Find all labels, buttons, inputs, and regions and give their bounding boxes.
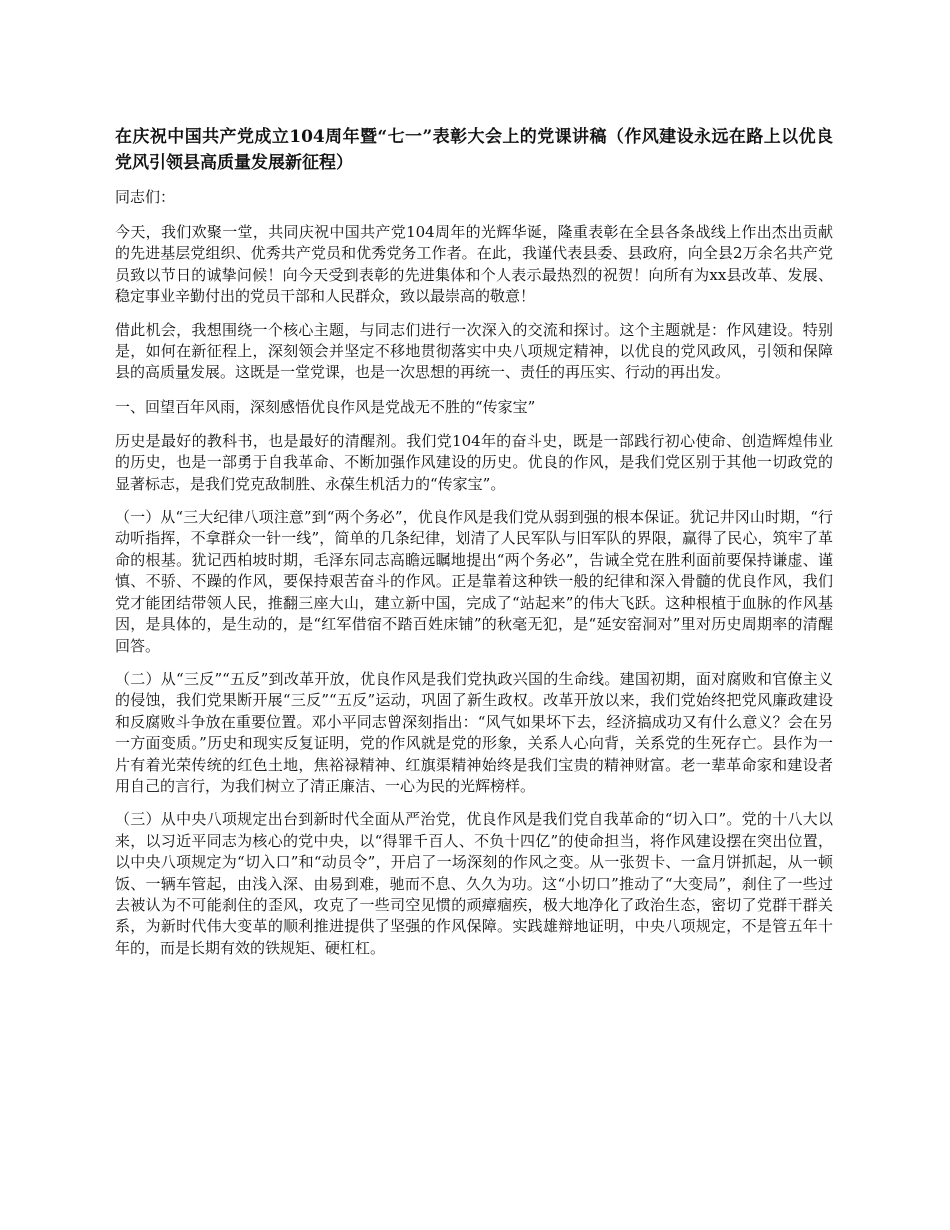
paragraph-point-two: （二）从“三反”“五反”到改革开放，优良作风是我们党执政兴国的生命线。建国初期，面对腐败和官僚主义的侵蚀，我们党果断开展“三反”“五反”运动，巩固了新生政权。改革开放以来，我们党始终把党风廉政建设和反腐败斗争放在重要位置。邓小平同志曾深刻指出：“风气如果坏下去，经济搞成功又有什么意义？会在另一方面变质。”历史和现实反复证明，党的作风就是党的形象，关系人心向背，关系党的生死存亡。县作为一片有着光荣传统的红色土地，焦裕禄精神、红旗渠精神始终是我们宝贵的精神财富。老一辈革命家和建设者用自己的言行，为我们树立了清正廉洁、一心为民的光辉榜样。 (115, 669, 833, 795)
paragraph-history: 历史是最好的教科书，也是最好的清醒剂。我们党104年的奋斗史，既是一部践行初心使命、创造辉煌伟业的历史，也是一部勇于自我革命、不断加强作风建设的历史。优良的作风，是我们党区别于其他一切政党的显著标志，是我们党克敌制胜、永葆生机活力的“传家宝”。 (115, 431, 833, 493)
document-page (115, 124, 833, 971)
paragraph-point-three: （三）从中央八项规定出台到新时代全面从严治党，优良作风是我们党自我革命的“切入口”。党的十八大以来，以习近平同志为核心的党中央，以“得罪千百人、不负十四亿”的使命担当，将作风建设摆在突出位置，以中央八项规定为“切入口”和“动员令”，开启了一场深刻的作风之变。从一张贺卡、一盒月饼抓起，从一顿饭、一辆车管起，由浅入深、由易到难，驰而不息、久久为功。这“小切口”推动了“大变局”，刹住了一些过去被认为不可能刹住的歪风，攻克了一些司空见惯的顽瘴痼疾，极大地净化了政治生态，密切了党群干群关系，为新时代伟大变革的顺利推进提供了坚强的作风保障。实践雄辩地证明，中央八项规定，不是管五年十年的，而是长期有效的铁规矩、硬杠杠。 (115, 810, 833, 957)
paragraph-intro: 今天，我们欢聚一堂，共同庆祝中国共产党104周年的光辉华诞，隆重表彰在全县各条战线上作出杰出贡献的先进基层党组织、优秀共产党员和优秀党务工作者。在此，我谨代表县委、县政府，向全县2万余名共产党员致以节日的诚挚问候！向今天受到表彰的先进集体和个人表示最热烈的祝贺！向所有为xx县改革、发展、稳定事业辛勤付出的党员干部和人民群众，致以最崇高的敬意！ (115, 223, 833, 306)
section-heading: 一、回望百年风雨，深刻感悟优良作风是党战无不胜的“传家宝” (115, 397, 536, 416)
document-title: 在庆祝中国共产党成立104周年暨“七一”表彰大会上的党课讲稿（作风建设永远在路上以优良党风引领县高质量发展新征程） (115, 127, 833, 173)
paragraph-point-one: （一）从“三大纪律八项注意”到“两个务必”，优良作风是我们党从弱到强的根本保证。犹记井冈山时期，“行动听指挥，不拿群众一针一线”，简单的几条纪律，划清了人民军队与旧军队的界限，赢得了民心，筑牢了革命的根基。犹记西柏坡时期，毛泽东同志高瞻远瞩地提出“两个务必”，告诫全党在胜利面前要保持谦虚、谨慎、不骄、不躁的作风，要保持艰苦奋斗的作风。正是靠着这种铁一般的纪律和深入骨髓的优良作风，我们党才能团结带领人民，推翻三座大山，建立新中国，完成了“站起来”的伟大飞跃。这种根植于血脉的作风基因，是具体的，是生动的，是“红军借宿不踏百姓床铺”的秋毫无犯，是“延安窑洞对”里对历史周期率的清醒回答。 (115, 508, 833, 655)
paragraph-theme: 借此机会，我想围绕一个核心主题，与同志们进行一次深入的交流和探讨。这个主题就是：作风建设。特别是，如何在新征程上，深刻领会并坚定不移地贯彻落实中央八项规定精神，以优良的党风政风，引领和保障县的高质量发展。这既是一堂党课，也是一次思想的再统一、责任的再压实、行动的再出发。 (115, 320, 833, 382)
greeting: 同志们： (115, 188, 176, 206)
